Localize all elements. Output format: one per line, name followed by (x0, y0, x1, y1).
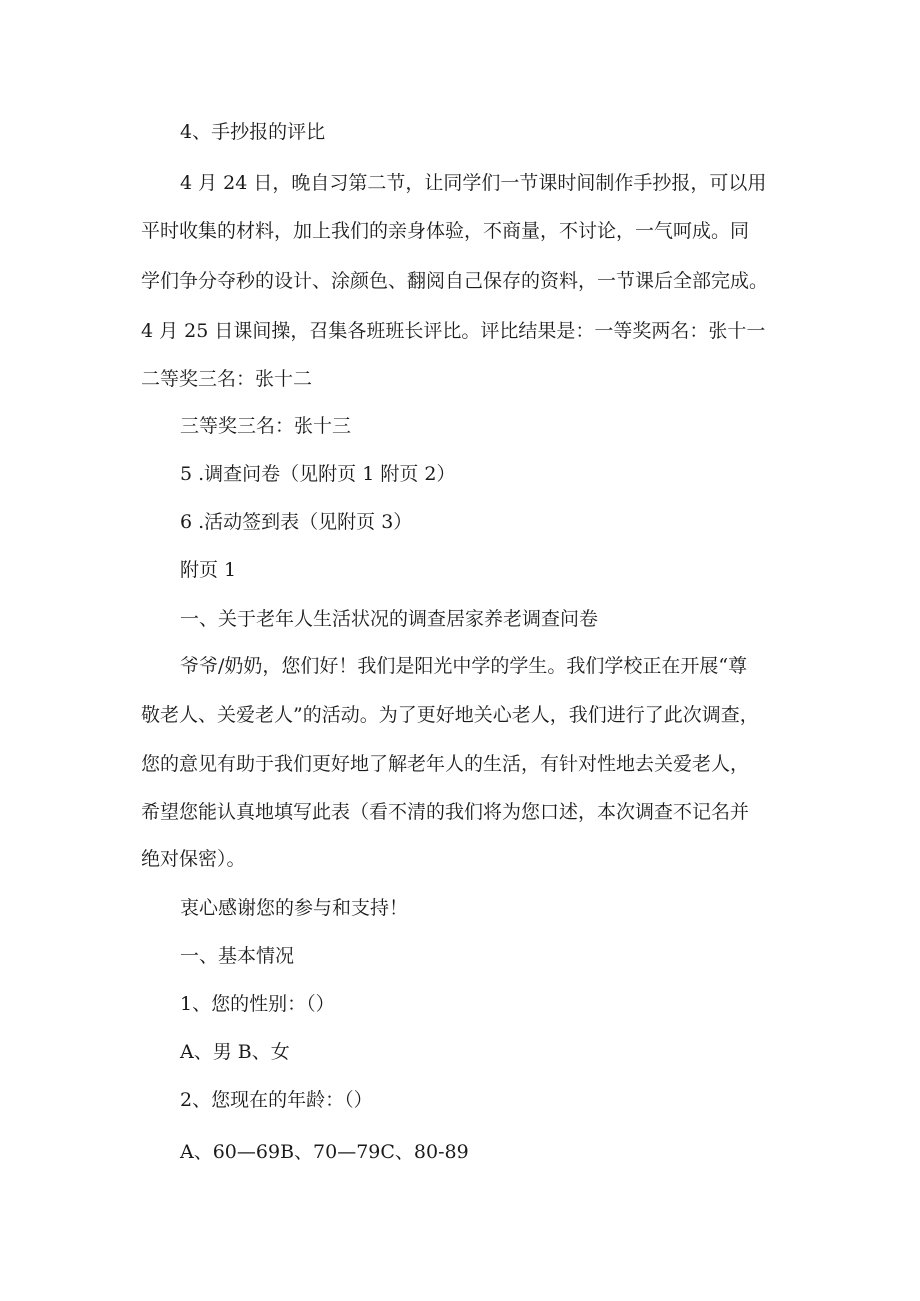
question: 2、您现在的年龄：（） (180, 1089, 373, 1111)
paragraph-line: 敬老人、关爱老人”的活动。为了更好地关心老人，我们进行了此次调查， (141, 704, 759, 726)
paragraph-line: 爷爷/奶奶，您们好！我们是阳光中学的学生。我们学校正在开展“尊 (180, 655, 748, 677)
question-options: A、男 B、女 (180, 1041, 290, 1063)
paragraph-line: 二等奖三名：张十二 (141, 368, 313, 390)
list-item: 6 .活动签到表（见附页 3） (180, 511, 413, 533)
question: 1、您的性别：（） (180, 993, 335, 1015)
paragraph-line: 4 月 25 日课间操，召集各班班长评比。评比结果是：一等奖两名：张十一 (141, 320, 766, 342)
paragraph-line: 绝对保密）。 (141, 848, 246, 870)
paragraph-line: 希望您能认真地填写此表（看不清的我们将为您口述，本次调查不记名并 (141, 801, 750, 823)
paragraph-line: 学们争分夺秒的设计、涂颜色、翻阅自己保存的资料，一节课后全部完成。 (141, 270, 769, 292)
appendix-heading: 附页 1 (180, 559, 237, 581)
thanks-line: 衷心感谢您的参与和支持！ (180, 897, 409, 919)
question-options: A、60—69B、70—79C、80-89 (180, 1141, 469, 1163)
paragraph-line: 您的意见有助于我们更好地了解老年人的生活，有针对性地去关爱老人， (141, 753, 750, 775)
paragraph-line: 4 月 24 日，晚自习第二节，让同学们一节课时间制作手抄报，可以用 (180, 172, 767, 194)
survey-title: 一、关于老年人生活状况的调查居家养老调查问卷 (180, 608, 599, 630)
section-heading: 一、基本情况 (180, 945, 295, 967)
list-item: 5 .调查问卷（见附页 1 附页 2） (180, 463, 456, 485)
prize-line: 三等奖三名：张十三 (180, 415, 352, 437)
paragraph-line: 平时收集的材料，加上我们的亲身体验，不商量，不讨论，一气呵成。同 (141, 220, 750, 242)
section-heading: 4、手抄报的评比 (180, 121, 326, 143)
